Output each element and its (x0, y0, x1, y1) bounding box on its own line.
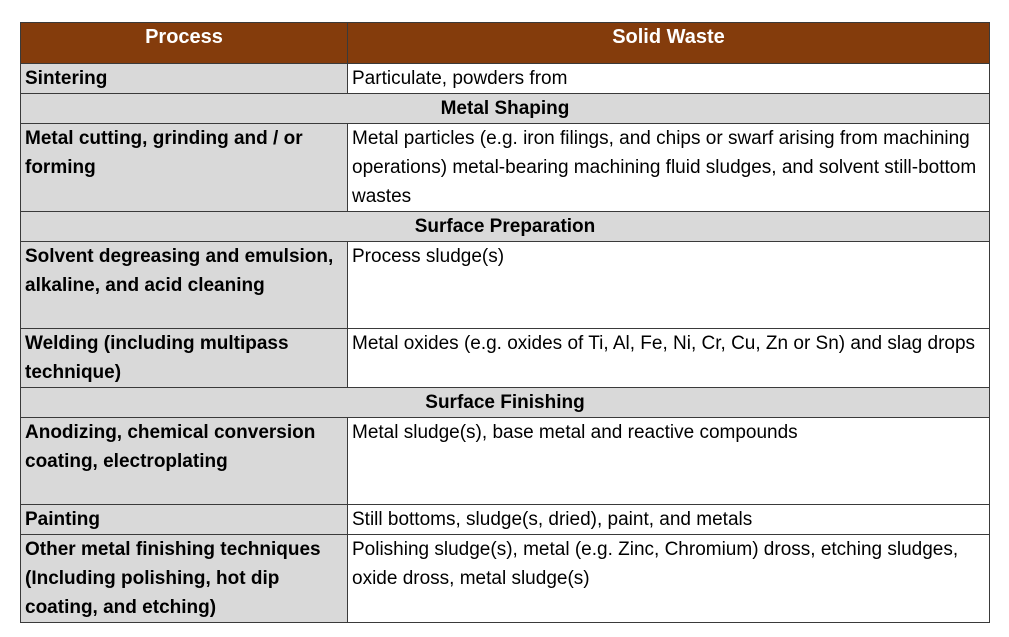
solid-waste-cell: Metal sludge(s), base metal and reactive compounds (348, 418, 990, 505)
process-column-header: Process (21, 23, 348, 64)
solid-waste-cell: Particulate, powders from (348, 64, 990, 94)
table-row (21, 64, 990, 94)
solid-waste-cell: Metal oxides (e.g. oxides of Ti, Al, Fe, Ni, Cr, Cu, Zn or Sn) and slag drops (348, 329, 990, 388)
section-row (21, 94, 990, 124)
process-cell: Welding (including multipass technique) (21, 329, 348, 388)
process-cell: Sintering (21, 64, 348, 94)
table-header-row (21, 23, 990, 64)
table-row (21, 535, 990, 623)
section-heading: Metal Shaping (21, 94, 990, 124)
solid-waste-cell: Polishing sludge(s), metal (e.g. Zinc, Chromium) dross, etching sludges, oxide dross, metal sludge(s) (348, 535, 990, 623)
process-cell: Solvent degreasing and emulsion, alkaline, and acid cleaning (21, 242, 348, 329)
section-heading: Surface Preparation (21, 212, 990, 242)
table-row (21, 124, 990, 212)
solid-waste-column-header: Solid Waste (348, 23, 990, 64)
process-cell: Anodizing, chemical conversion coating, electroplating (21, 418, 348, 505)
section-row (21, 212, 990, 242)
process-cell: Other metal finishing techniques (Including polishing, hot dip coating, and etching) (21, 535, 348, 623)
table-row (21, 505, 990, 535)
process-cell: Metal cutting, grinding and / or forming (21, 124, 348, 212)
table-row (21, 242, 990, 329)
solid-waste-table (20, 22, 990, 623)
process-cell: Painting (21, 505, 348, 535)
solid-waste-cell: Process sludge(s) (348, 242, 990, 329)
table-row (21, 418, 990, 505)
solid-waste-cell: Still bottoms, sludge(s, dried), paint, and metals (348, 505, 990, 535)
solid-waste-cell: Metal particles (e.g. iron filings, and chips or swarf arising from machining operations) metal-bearing machining fluid sludges, and solvent still-bottom wastes (348, 124, 990, 212)
table-row (21, 329, 990, 388)
section-heading: Surface Finishing (21, 388, 990, 418)
section-row (21, 388, 990, 418)
